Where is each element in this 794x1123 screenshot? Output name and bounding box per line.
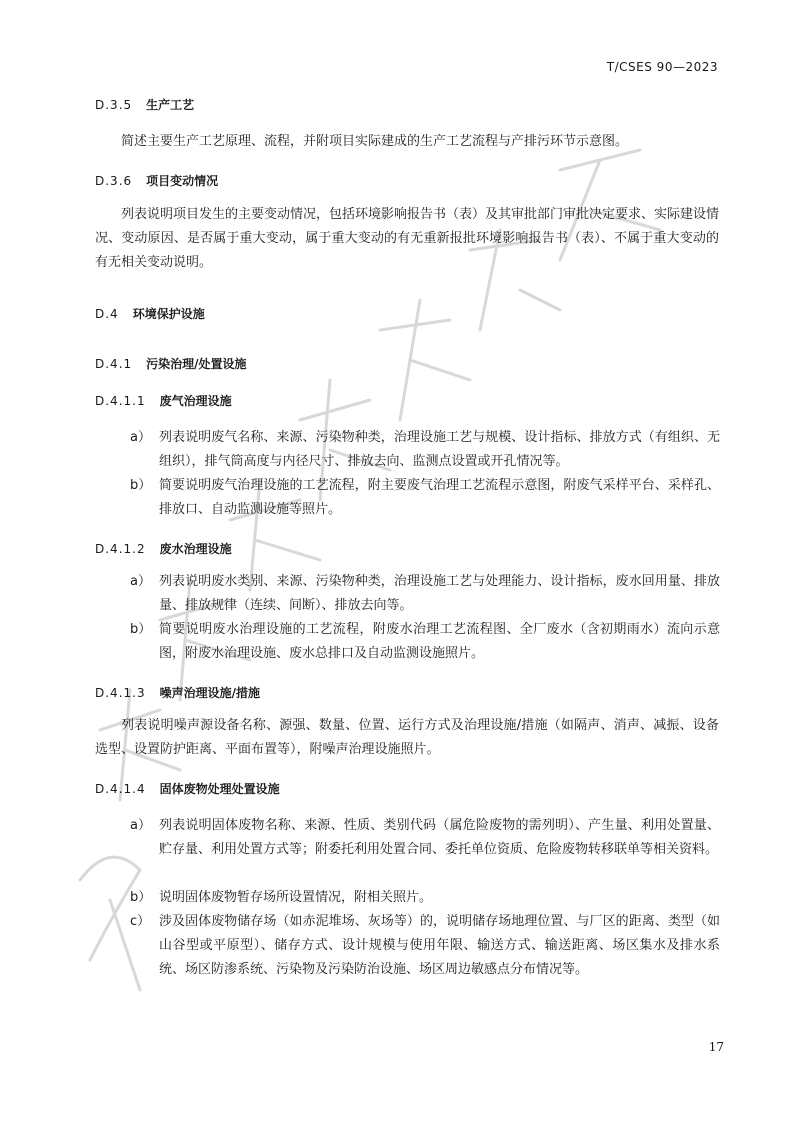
section-title: 污染治理/处置设施 — [146, 357, 247, 371]
list-marker: b） — [130, 622, 152, 637]
list-item-text: 涉及固体废物储存场（如赤泥堆场、灰场等）的，说明储存场地理位置、与厂区的距离、类型（如山谷型或平原型）、储存方式、设计规模与使用年限、输送方式、输送距离、场区集水及排水系统、场区防渗系统、污染物及污染防治设施、场区周边敏感点分布情况等。 — [159, 914, 720, 977]
section-heading-d413 — [95, 684, 260, 701]
list-item-text: 说明固体废物暂存场所设置情况，附相关照片。 — [159, 890, 433, 905]
section-number: D.4.1.1 — [95, 394, 146, 408]
section-title: 固体废物处理处置设施 — [159, 782, 280, 796]
section-number: D.4.1 — [95, 357, 133, 371]
standard-id: T/CSES 90—2023 — [606, 60, 718, 74]
section-title: 噪声治理设施/措施 — [159, 686, 260, 700]
list-item — [130, 886, 720, 910]
section-heading-d41 — [95, 355, 247, 372]
section-number: D.4.1.3 — [95, 686, 146, 700]
list-marker: a） — [130, 430, 151, 445]
paragraph-d413: 列表说明噪声源设备名称、源强、数量、位置、运行方式及治理设施/措施（如隔声、消声、减振、设备选型、设置防护距离、平面布置等），附噪声治理设施照片。 — [95, 718, 719, 757]
list-item-text: 列表说明废气名称、来源、污染物种类，治理设施工艺与规模、设计指标、排放方式（有组织、无组织），排气筒高度与内径尺寸、排放去向、监测点设置或开孔情况等。 — [159, 430, 720, 469]
section-number: D.4.1.2 — [95, 542, 146, 556]
list-item — [130, 474, 720, 522]
list-item — [130, 570, 720, 618]
list-item — [130, 426, 720, 474]
paragraph-d36: 列表说明项目发生的主要变动情况，包括环境影响报告书（表）及其审批部门审批决定要求、实际建设情况、变动原因、是否属于重大变动，属于重大变动的有无重新报批环境影响报告书（表）、不属于重大变动的有无相关变动说明。 — [95, 207, 720, 270]
list-marker: b） — [130, 478, 152, 493]
list-item — [130, 814, 720, 862]
section-heading-d411 — [95, 392, 232, 409]
list-item — [130, 910, 720, 982]
list-marker: c） — [130, 914, 151, 929]
section-heading-d35 — [95, 96, 194, 113]
section-title: 生产工艺 — [146, 98, 195, 112]
page-number: 17 — [708, 1040, 724, 1054]
section-number: D.4 — [95, 307, 119, 321]
section-title: 项目变动情况 — [146, 174, 219, 188]
section-heading-d414 — [95, 780, 280, 797]
list-item-text: 列表说明固体废物名称、来源、性质、类别代码（属危险废物的需列明）、产生量、利用处置量、贮存量、利用处置方式等；附委托利用处置合同、委托单位资质、危险废物转移联单等相关资料。 — [159, 818, 720, 857]
section-heading-d4 — [95, 305, 205, 322]
list-item-text: 简要说明废气治理设施的工艺流程，附主要废气治理工艺流程示意图，附废气采样平台、采样孔、排放口、自动监测设施等照片。 — [159, 478, 720, 517]
list-item-text: 简要说明废水治理设施的工艺流程，附废水治理工艺流程图、全厂废水（含初期雨水）流向示意图，附废水治理设施、废水总排口及自动监测设施照片。 — [159, 622, 720, 661]
section-heading-d412 — [95, 540, 232, 557]
section-number: D.4.1.4 — [95, 782, 146, 796]
list-marker: a） — [130, 818, 151, 833]
section-title: 环境保护设施 — [132, 307, 205, 321]
section-number: D.3.6 — [95, 174, 133, 188]
list-item-text: 列表说明废水类别、来源、污染物种类，治理设施工艺与处理能力、设计指标，废水回用量、排放量、排放规律（连续、间断）、排放去向等。 — [159, 574, 720, 613]
list-marker: a） — [130, 574, 151, 589]
list-item — [130, 618, 720, 666]
section-number: D.3.5 — [95, 98, 133, 112]
list-marker: b） — [130, 890, 152, 905]
section-title: 废水治理设施 — [159, 542, 232, 556]
section-title: 废气治理设施 — [159, 394, 232, 408]
section-heading-d36 — [95, 172, 218, 189]
paragraph-d35: 简述主要生产工艺原理、流程，并附项目实际建成的生产工艺流程与产排污环节示意图。 — [121, 134, 629, 149]
